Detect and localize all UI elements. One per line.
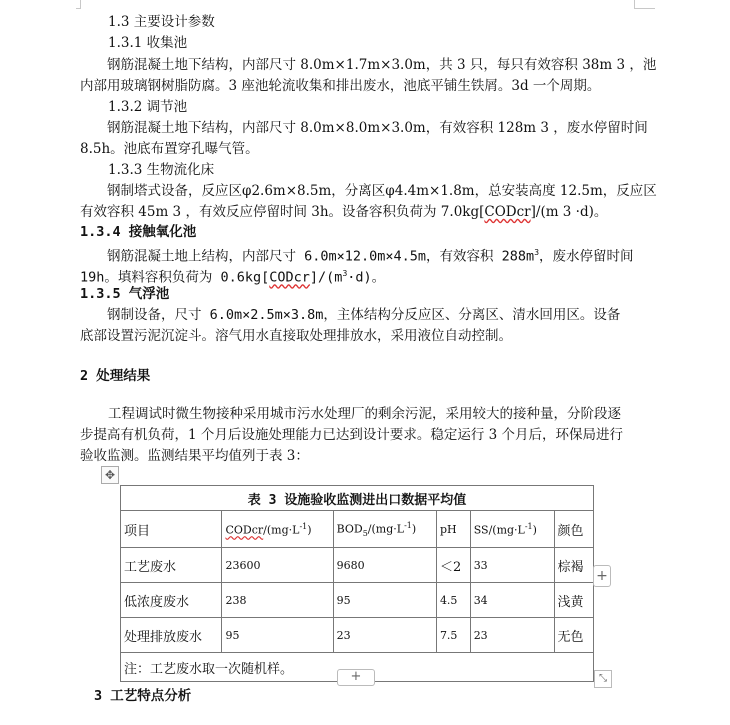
fluidized-bed-line-2 — [80, 202, 607, 222]
section-2-title: 2 处理结果 — [80, 368, 151, 384]
cell-ph: 7.5 — [436, 618, 470, 653]
header-text: /(mg·L — [367, 522, 405, 536]
fluidized-bed-line-1: 钢制塔式设备，反应区φ2.6m×8.5m，分离区φ4.4m×1.8m，总安装高度 12.5m，反应区 — [107, 183, 657, 199]
cell-ss: 23 — [470, 618, 554, 653]
header-text: ) — [411, 522, 417, 536]
subscript: 5 — [362, 528, 368, 538]
cell-item: 处理排放废水 — [121, 618, 222, 653]
spellcheck-word: CODcr — [484, 204, 531, 220]
section-3-title: 3 工艺特点分析 — [94, 688, 192, 704]
results-line-3: 验收监测。监测结果平均值列于表 3： — [80, 448, 309, 464]
table-resize-handle-icon[interactable]: ⤡ — [594, 670, 612, 688]
results-line-1: 工程调试时微生物接种采用城市污水处理厂的剩余污泥，采用较大的接种量，分阶段逐 — [108, 406, 621, 422]
section-1-3-1-title: 1.3.1 收集池 — [108, 35, 188, 51]
cell-cod: 95 — [222, 618, 333, 653]
table-note: 注：工艺废水取一次随机样。 — [121, 653, 594, 682]
add-column-button[interactable]: + — [593, 565, 611, 587]
header-color: 颜色 — [554, 511, 593, 548]
results-table — [120, 485, 594, 682]
cell-cod: 238 — [222, 583, 333, 618]
flotation-line-1: 钢制设备，尺寸 6.0m×2.5m×3.8m，主体结构分反应区、分离区、清水回用区。设备 — [107, 307, 621, 323]
page-corner-marker-left — [76, 0, 81, 9]
cell-bod: 95 — [333, 583, 436, 618]
cell-ph: 4.5 — [436, 583, 470, 618]
text-run: ]/(m — [309, 269, 343, 286]
header-text: /(mg·L — [263, 523, 300, 537]
regulating-pool-line-2: 8.5h。池底布置穿孔曝气管。 — [80, 141, 259, 157]
cell-ph: ＜2 — [436, 548, 470, 583]
section-1-3-5-title: 1.3.5 气浮池 — [80, 286, 170, 302]
add-row-button[interactable]: + — [337, 669, 375, 686]
cell-color: 棕褐 — [554, 548, 593, 583]
cell-item: 低浓度废水 — [121, 583, 222, 618]
spellcheck-word: CODcr — [269, 269, 310, 286]
table-caption: 表 3 设施验收监测进出口数据平均值 — [121, 486, 594, 511]
header-text: ) — [307, 523, 312, 537]
header-text: ) — [532, 523, 537, 537]
text-run: 钢筋混凝土地上结构，内部尺寸 6.0m×12.0m×4.5m，有效容积 288m — [107, 248, 535, 265]
header-text: BOD — [336, 522, 363, 536]
collection-pool-line-2: 内部用玻璃钢树脂防腐。3 座池轮流收集和排出废水，池底平铺生铁屑。3d 一个周期。 — [80, 78, 601, 94]
text-run: ·d)。 — [347, 269, 386, 286]
cell-ss: 34 — [470, 583, 554, 618]
superscript: 3 — [534, 248, 540, 257]
contact-oxidation-line-1 — [107, 243, 634, 267]
table-row — [121, 583, 594, 618]
cell-color: 浅黄 — [554, 583, 593, 618]
header-text: CODcr — [225, 523, 264, 537]
cell-cod: 23600 — [222, 548, 333, 583]
table-row — [121, 618, 594, 653]
header-bod — [333, 511, 436, 548]
header-ss — [470, 511, 554, 548]
page-corner-marker-right — [634, 0, 655, 9]
header-text: SS/(mg·L — [473, 523, 525, 537]
text-run: ]/(m 3 ·d)。 — [530, 204, 608, 220]
regulating-pool-line-1: 钢筋混凝土地下结构，内部尺寸 8.0m×8.0m×3.0m，有效容积 128m 3 ，废水停留时间 — [107, 120, 648, 136]
flotation-line-2: 底部设置污泥沉淀斗。溶气用水直接取处理排放水，采用液位自动控制。 — [80, 328, 512, 344]
text-run: 19h。填料容积负荷为 0.6kg[ — [80, 269, 270, 286]
header-ph: pH — [436, 511, 470, 548]
header-item: 项目 — [121, 511, 222, 548]
header-cod — [222, 511, 333, 548]
section-1-3-4-title: 1.3.4 接触氧化池 — [80, 224, 197, 240]
cell-bod: 23 — [333, 618, 436, 653]
superscript: 3 — [342, 269, 348, 278]
text-run: 有效容积 45m 3 ，有效反应停留时间 3h。设备容积负荷为 7.0kg[ — [80, 204, 485, 220]
cell-ss: 33 — [470, 548, 554, 583]
table-row — [121, 548, 594, 583]
results-line-2: 步提高有机负荷，1 个月后设施处理能力已达到设计要求。稳定运行 3 个月后，环保局进行 — [80, 427, 624, 443]
cell-bod: 9680 — [333, 548, 436, 583]
cell-item: 工艺废水 — [121, 548, 222, 583]
superscript: -1 — [404, 520, 412, 530]
superscript: -1 — [524, 521, 533, 531]
section-1-3-title: 1.3 主要设计参数 — [108, 14, 215, 30]
section-1-3-3-title: 1.3.3 生物流化床 — [108, 162, 215, 178]
table-move-handle-icon[interactable]: ✥ — [101, 466, 119, 484]
superscript: -1 — [299, 521, 308, 531]
text-run: ，废水停留时间 — [539, 248, 634, 265]
cell-color: 无色 — [554, 618, 593, 653]
collection-pool-line-1: 钢筋混凝土地下结构，内部尺寸 8.0m×1.7m×3.0m，共 3 只，每只有效容积 38m 3 ，池 — [107, 57, 657, 73]
section-1-3-2-title: 1.3.2 调节池 — [108, 99, 188, 115]
